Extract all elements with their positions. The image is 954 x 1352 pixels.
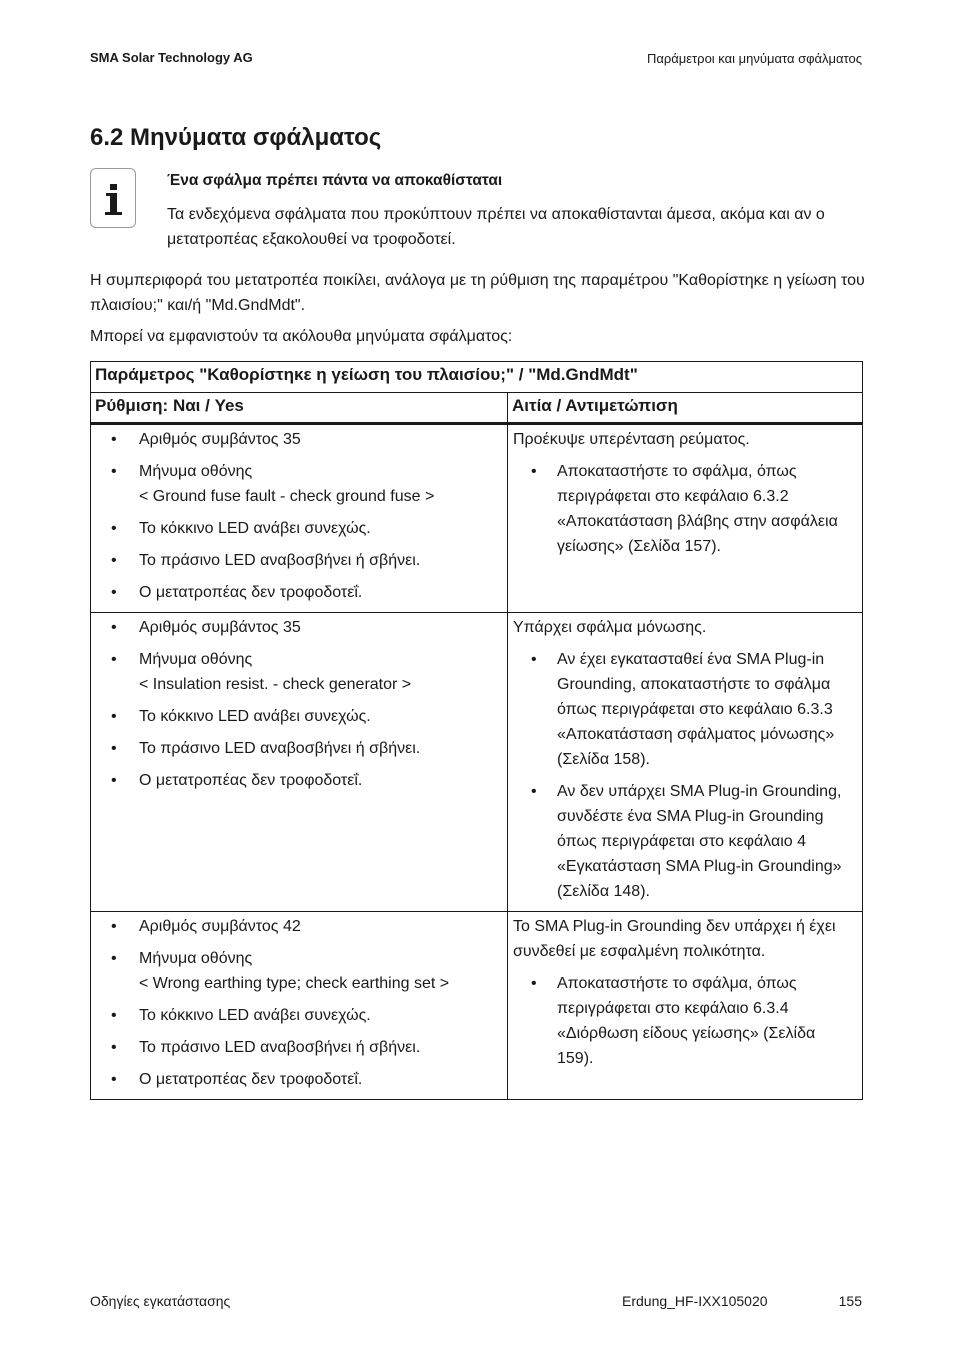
symptom-item: • Το κόκκινο LED ανάβει συνεχώς. — [91, 704, 507, 729]
symptom-list — [91, 615, 507, 793]
column-header-setting: Ρύθμιση: Ναι / Yes — [91, 393, 508, 424]
header-chapter: Παράμετροι και μηνύματα σφάλματος — [646, 51, 862, 66]
header-company: SMA Solar Technology AG — [90, 50, 253, 65]
action-list — [513, 459, 856, 559]
symptom-item: • Αριθμός συμβάντος 35 — [91, 615, 507, 640]
section-title: 6.2 Μηνύματα σφάλματος — [90, 124, 382, 151]
symptom-item: • Ο μετατροπέας δεν τροφοδοτεΐ. — [91, 580, 507, 605]
table-row — [91, 424, 863, 613]
setting-cell — [91, 424, 508, 613]
table-body — [91, 424, 863, 1100]
setting-cell — [91, 912, 508, 1100]
intro-paragraph: Η συμπεριφορά του μετατροπέα ποικίλει, ανάλογα με τη ρύθμιση της παραμέτρου "Καθορίστηκε η γείωση του πλαισίου;" και/ή "Md.GndMdt". — [90, 272, 865, 314]
symptom-item: • Το κόκκινο LED ανάβει συνεχώς. — [91, 1003, 507, 1028]
note-title: Ένα σφάλμα πρέπει πάντα να αποκαθίσταται — [167, 172, 503, 189]
symptom-item: • Το πράσινο LED αναβοσβήνει ή σβήνει. — [91, 736, 507, 761]
page-number: 155 — [838, 1293, 862, 1309]
action-item: • Αποκαταστήστε το σφάλμα, όπως περιγράφεται στο κεφάλαιο 6.3.4 «Διόρθωση είδους γείωσης» (Σελίδα 159). — [513, 971, 856, 1071]
symptom-item: • Αριθμός συμβάντος 42 — [91, 914, 507, 939]
action-item: • Αν δεν υπάρχει SMA Plug-in Grounding, συνδέστε ένα SMA Plug-in Grounding όπως περιγράφεται στο κεφάλαιο 4 «Εγκατάσταση SMA Plug-in Grounding» (Σελίδα 148). — [513, 779, 856, 904]
setting-cell — [91, 613, 508, 912]
cause-cell — [508, 613, 863, 912]
symptom-item: • Μήνυμα οθόνης < Wrong earthing type; check earthing set > — [91, 946, 507, 996]
cause-text: Το SMA Plug-in Grounding δεν υπάρχει ή έχει συνδεθεί με εσφαλμένη πολικότητα. — [513, 918, 836, 960]
footer-doc-id: Erdung_HF-IXX105020 — [622, 1293, 768, 1309]
action-item: • Αν έχει εγκατασταθεί ένα SMA Plug-in Grounding, αποκαταστήστε το σφάλμα όπως περιγράφεται στο κεφάλαιο 6.3.3 «Αποκατάσταση σφάλματος μόνωσης» (Σελίδα 158). — [513, 647, 856, 772]
table-title: Παράμετρος "Καθορίστηκε η γείωση του πλαισίου;" / "Md.GndMdt" — [91, 362, 863, 393]
cause-text: Υπάρχει σφάλμα μόνωσης. — [513, 619, 707, 636]
cause-cell — [508, 424, 863, 613]
symptom-item: • Το κόκκινο LED ανάβει συνεχώς. — [91, 516, 507, 541]
action-list — [513, 647, 856, 904]
symptom-item: • Ο μετατροπέας δεν τροφοδοτεΐ. — [91, 1067, 507, 1092]
intro-paragraph-list-lead: Μπορεί να εμφανιστούν τα ακόλουθα μηνύματα σφάλματος: — [90, 328, 513, 345]
symptom-item: • Αριθμός συμβάντος 35 — [91, 427, 507, 452]
error-messages-table — [90, 361, 863, 1100]
cause-text: Προέκυψε υπερένταση ρεύματος. — [513, 431, 750, 448]
column-header-cause: Αιτία / Αντιμετώπιση — [508, 393, 863, 424]
symptom-item: • Το πράσινο LED αναβοσβήνει ή σβήνει. — [91, 548, 507, 573]
symptom-item: • Ο μετατροπέας δεν τροφοδοτεΐ. — [91, 768, 507, 793]
table-row — [91, 912, 863, 1100]
note-body: Τα ενδεχόμενα σφάλματα που προκύπτουν πρέπει να αποκαθίστανται άμεσα, ακόμα και αν ο μετατροπέας εξακολουθεί να τροφοδοτεί. — [167, 206, 825, 248]
symptom-list — [91, 427, 507, 605]
symptom-item: • Μήνυμα οθόνης < Insulation resist. - check generator > — [91, 647, 507, 697]
symptom-item: • Το πράσινο LED αναβοσβήνει ή σβήνει. — [91, 1035, 507, 1060]
table-row — [91, 613, 863, 912]
action-item: • Αποκαταστήστε το σφάλμα, όπως περιγράφεται στο κεφάλαιο 6.3.2 «Αποκατάσταση βλάβης στην ασφάλεια γείωσης» (Σελίδα 157). — [513, 459, 856, 559]
action-list — [513, 971, 856, 1071]
symptom-item: • Μήνυμα οθόνης < Ground fuse fault - check ground fuse > — [91, 459, 507, 509]
symptom-list — [91, 914, 507, 1092]
footer-doc-type: Οδηγίες εγκατάστασης — [90, 1293, 231, 1309]
cause-cell — [508, 912, 863, 1100]
info-icon — [90, 168, 136, 228]
